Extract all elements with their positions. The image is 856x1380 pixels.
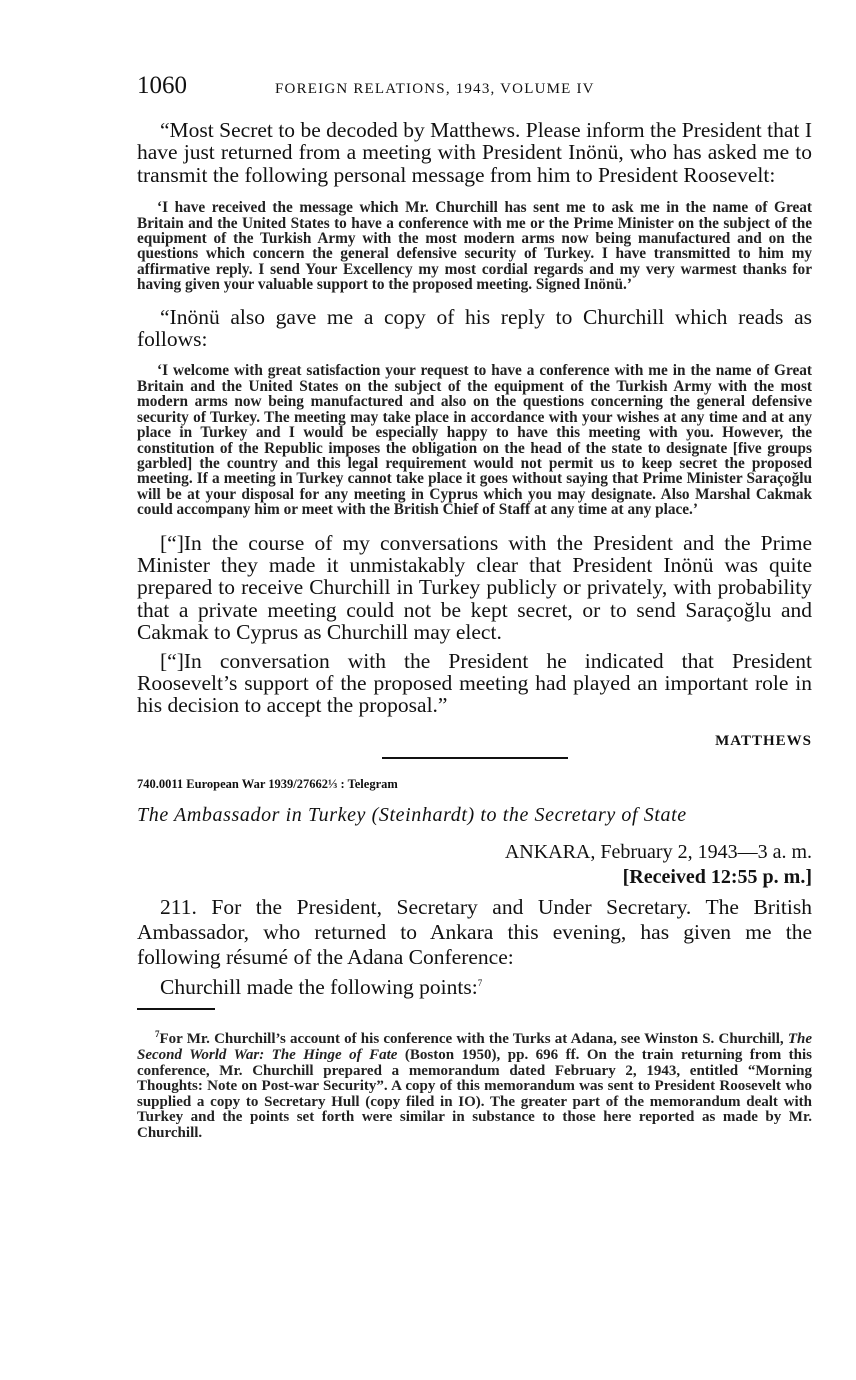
- page-number: 1060: [137, 72, 187, 99]
- dateline: ANKARA, February 2, 1943—3 a. m.: [504, 840, 812, 863]
- document-page: [137, 72, 812, 1142]
- body-paragraph-4: [“]In conversation with the President he indicated that President Roosevelt’s support of the proposed meeting had played an important role in his decision to accept the proposal.”: [137, 648, 812, 718]
- received-time: [Received 12:55 p. m.]: [622, 865, 812, 888]
- body-paragraph-6-text: Churchill made the following points:: [160, 974, 478, 999]
- page-header: [137, 72, 812, 108]
- footnote-mark: 7: [155, 1029, 160, 1040]
- body-paragraph-1: “Most Secret to be decoded by Matthews. Please inform the President that I have just returned from a meeting with President Inönü, who has asked me to transmit the following personal message from him to President Roosevelt:: [137, 118, 812, 187]
- footnote-text-b: (Boston 1950), pp. 696 ff. On the train returning from this conference, Mr. Churchill prepared a memorandum dated February 2, 1943, entitled “Morning Thoughts: Note on Post-war Security”. A copy of this memorandum was sent to President Roosevelt who supplied a copy to Secretary Hull (copy filed in IO). The greater part of the memorandum dealt with Turkey and the points set forth were similar in substance to those here reported as made by Mr. Churchill.: [137, 1046, 813, 1141]
- body-paragraph-5: 211. For the President, Secretary and Under Secretary. The British Ambassador, who returned to Ankara this evening, has given me the following résumé of the Adana Conference:: [137, 894, 812, 969]
- body-paragraph-3: [“]In the course of my conversations with the President and the Prime Minister they made it unmistakably clear that President Inönü was quite prepared to receive Churchill in Turkey publicly or privately, with probability that a private meeting could not be kept secret, or to send Saraçoğlu and Cakmak to Cyprus as Churchill may elect.: [137, 530, 812, 645]
- footnote-reference-mark: 7: [477, 977, 483, 988]
- body-paragraph-2: “Inönü also gave me a copy of his reply to Churchill which reads as follows:: [137, 304, 812, 352]
- footnote-text-a: For Mr. Churchill’s account of his conference with the Turks at Adana, see Winston S. Churchill,: [159, 1031, 788, 1048]
- file-reference: 740.0011 European War 1939/27662⅓ : Telegram: [137, 776, 398, 791]
- footnote-book-title: The Second World War: The Hinge of Fate: [137, 1031, 812, 1063]
- running-head: FOREIGN RELATIONS, 1943, VOLUME IV: [275, 81, 595, 97]
- document-title: The Ambassador in Turkey (Steinhardt) to the Secretary of State: [137, 803, 687, 826]
- quoted-reply-to-churchill: ‘I welcome with great satisfaction your request to have a conference with me in the name of Great Britain and the United States on the subject of the equipment of the Turkish Army with the most modern arms now being manufactured and also on the questions concerning the general defensive security of Turkey. The meeting may take place in accordance with your wishes at any time and at any place in Turkey and I would be especially happy to have this meeting with you. However, the constitution of the Republic imposes the obligation on the head of the state to designate [five groups garbled] the country and this legal requirement would not permit us to keep secret the proposed meeting. If a meeting in Turkey cannot take place it goes without saying that Prime Minister Saraçoğlu will be at your disposal for any meeting in Cyprus which you may designate. Also Marshal Cakmak could accompany him or meet with the British Chief of Staff at any time at any place.’: [137, 362, 812, 519]
- section-divider: [382, 757, 568, 759]
- footnote: [137, 1027, 812, 1141]
- footnote-divider: [137, 1008, 215, 1010]
- quoted-message-inonu: ‘I have received the message which Mr. Churchill has sent me to ask me in the name of Great Britain and the United States to have a conference with me or the Prime Minister on the subject of the equipment of the Turkish Army with the most modern arms now being manufactured and on the questions which concern the general defensive security of Turkey. I have transmitted to him my affirmative reply. I send Your Excellency my most cordial regards and my very warmest thanks for having given your valuable support to the proposed meeting. Signed Inönü.’: [137, 199, 812, 294]
- signature: MATTHEWS: [715, 732, 812, 749]
- body-paragraph-6: [137, 972, 812, 999]
